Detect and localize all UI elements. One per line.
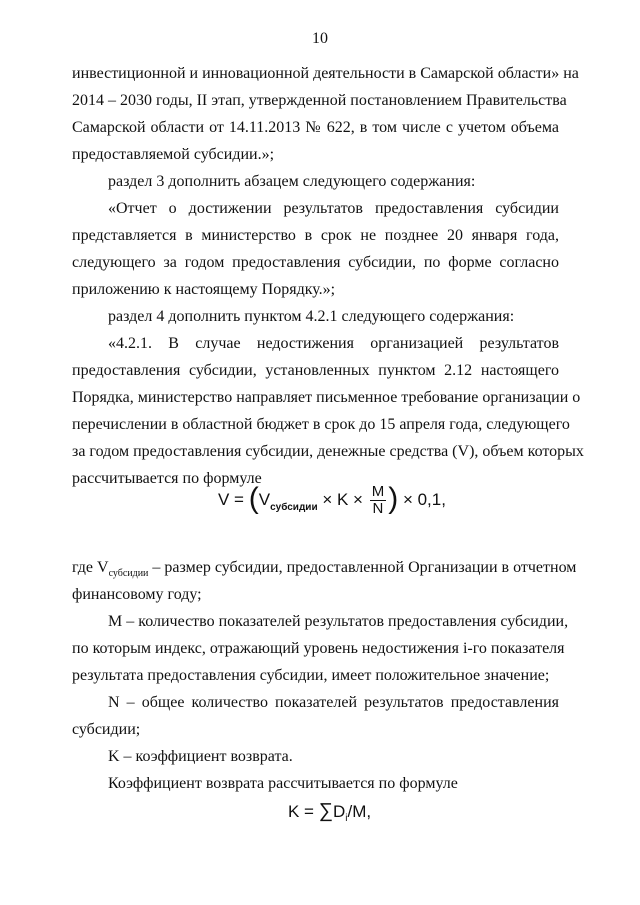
formula-lhs: K = [288, 802, 314, 821]
paragraph-line: представляется в министерство в срок не позднее 20 января года, [72, 227, 559, 244]
formula-v-subscript: субсидии [270, 501, 318, 513]
paragraph-line: субсидии; [72, 721, 141, 738]
paragraph-line: «Отчет о достижении результатов предоставления субсидии [108, 200, 559, 217]
formula-v [218, 481, 446, 517]
paragraph-line: финансовому году; [72, 586, 202, 603]
paragraph-line: приложению к настоящему Порядку.»; [72, 281, 336, 298]
paragraph-line: результата предоставления субсидии, имеет положительное значение; [72, 667, 550, 684]
v-subscript: субсидии [108, 568, 149, 579]
line-suffix: – размер субсидии, предоставленной Организации в отчетном [148, 559, 577, 576]
formula-k [288, 800, 371, 823]
paragraph-line [72, 558, 577, 580]
formula-tail: /M, [347, 802, 372, 821]
fraction-denominator: N [372, 500, 384, 517]
paragraph-line: за годом предоставления субсидии, денежные средства (V), объем которых [72, 443, 584, 460]
fraction-numerator: M [371, 483, 385, 500]
paragraph-line: Самарской области от 14.11.2013 № 622, в том числе с учетом объема [72, 119, 559, 136]
formula-open-paren: ( [248, 481, 259, 515]
paragraph-line: M – количество показателей результатов предоставления субсидии, [108, 613, 569, 630]
paragraph-line: инвестиционной и инновационной деятельности в Самарской области» на [72, 65, 579, 82]
paragraph-line: N – общее количество показателей результатов предоставления [108, 694, 559, 711]
formula-close-paren: ) [388, 481, 399, 515]
paragraph-line: Коэффициент возврата рассчитывается по формуле [108, 775, 458, 792]
formula-times-k: × K × [322, 489, 363, 509]
paragraph-line: Порядка, министерство направляет письменное требование организации о [72, 389, 581, 406]
paragraph-line: 2014 – 2030 годы, II этап, утвержденной постановлением Правительства [72, 92, 567, 109]
paragraph-line: предоставляемой субсидии.»; [72, 146, 275, 163]
formula-tail: × 0,1, [402, 489, 446, 509]
formula-d-symbol: D [333, 802, 346, 821]
paragraph-line: следующего за годом предоставления субсидии, по форме согласно [72, 254, 559, 271]
paragraph-line: раздел 4 дополнить пунктом 4.2.1 следующего содержания: [108, 308, 515, 325]
paragraph-line: раздел 3 дополнить абзацем следующего содержания: [108, 173, 476, 190]
paragraph-line: «4.2.1. В случае недостижения организацией результатов [108, 335, 559, 352]
formula-d-subscript: i [345, 813, 348, 824]
line-prefix: где V [72, 559, 109, 576]
paragraph-line: перечислении в областной бюджет в срок до 15 апреля года, следующего [72, 416, 570, 433]
paragraph-line: по которым индекс, отражающий уровень недостижения i-го показателя [72, 640, 565, 657]
paragraph-line: K – коэффициент возврата. [108, 748, 293, 765]
page-number: 10 [312, 30, 328, 47]
formula-v-symbol: V [258, 489, 271, 509]
paragraph-line: предоставления субсидии, установленных пунктом 2.12 настоящего [72, 362, 559, 379]
formula-fraction [370, 484, 387, 517]
formula-lhs: V = [218, 489, 244, 509]
paragraph-line: рассчитывается по формуле [72, 470, 262, 487]
sum-symbol: ∑ [318, 800, 333, 822]
